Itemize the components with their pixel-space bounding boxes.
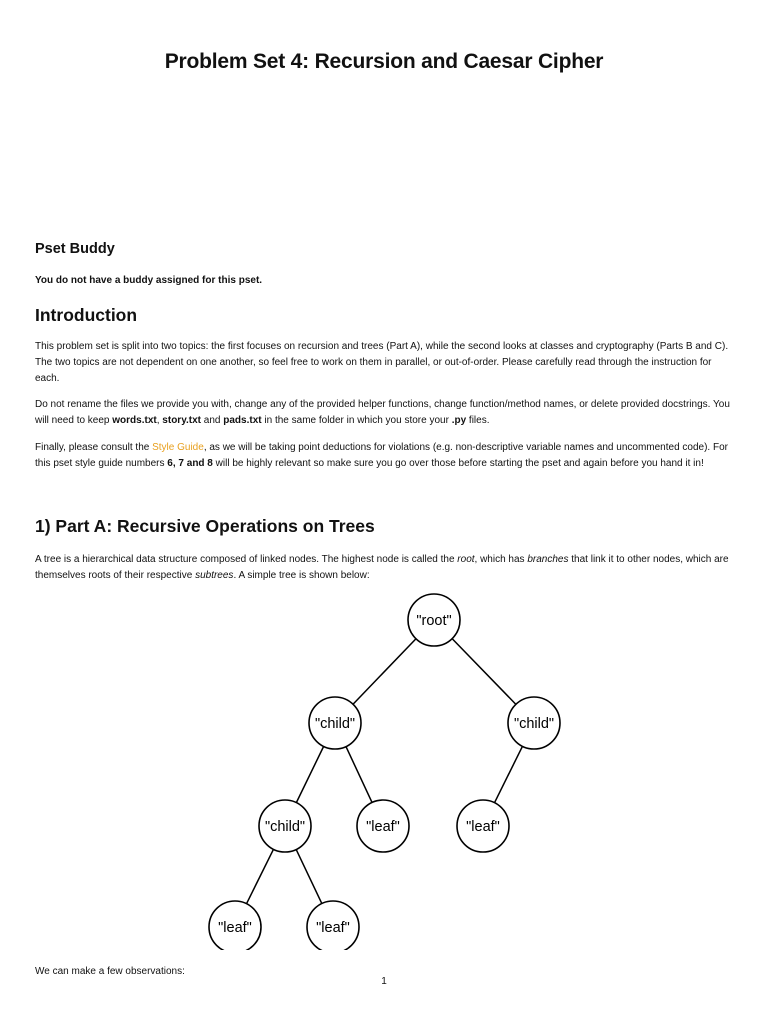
- file-pads-txt: pads.txt: [223, 415, 262, 426]
- tree-edge-root-child_right: [452, 639, 516, 705]
- tree-node-label: "leaf": [218, 920, 252, 936]
- part-a-paragraph: [35, 552, 735, 584]
- intro-p2-sep: ,: [156, 415, 163, 426]
- tree-node-label: "leaf": [466, 819, 500, 835]
- term-branches: branches: [527, 554, 569, 565]
- tree-node-leaf_llr: [307, 901, 359, 950]
- part-a-text-b: , which has: [474, 554, 528, 565]
- style-guide-link[interactable]: Style Guide: [152, 442, 204, 453]
- document-title: Problem Set 4: Recursion and Caesar Cipher: [164, 50, 604, 73]
- style-guide-numbers: 6, 7 and 8: [167, 458, 213, 469]
- tree-node-leaf_lll: [209, 901, 261, 950]
- intro-p3-text-b: , as we will be taking point deductions for violations (e.g. non-descriptive variable names and uncommented code). For this pset style guide numbers: [35, 442, 728, 469]
- part-a-heading: 1) Part A: Recursive Operations on Trees: [35, 516, 375, 536]
- tree-node-label: "child": [264, 819, 306, 835]
- introduction-heading: Introduction: [35, 305, 138, 325]
- intro-p2-text-b: in the same folder in which you store your: [261, 415, 452, 426]
- term-root: root: [457, 554, 475, 565]
- tree-node-label: "child": [513, 716, 555, 732]
- tree-node-leaf_lr: [357, 800, 409, 852]
- observations-text: We can make a few observations:: [35, 966, 185, 977]
- page-number: 1: [381, 976, 387, 987]
- intro-p2-text-a: Do not rename the files we provide you with, change any of the provided helper functions, change function/method names, or delete provided docstrings. You will need to keep: [35, 399, 730, 426]
- intro-p2-text-c: files.: [466, 415, 490, 426]
- tree-node-root: [408, 594, 460, 646]
- intro-p2-and: and: [201, 415, 224, 426]
- part-a-text-d: . A simple tree is shown below:: [233, 570, 370, 581]
- part-a-text-a: A tree is a hierarchical data structure composed of linked nodes. The highest node is called the: [35, 554, 458, 565]
- tree-diagram: [206, 586, 562, 950]
- tree-edge-child_ll-leaf_lll: [247, 849, 274, 903]
- tree-node-leaf_rl: [457, 800, 509, 852]
- pset-buddy-heading: Pset Buddy: [35, 241, 115, 257]
- tree-edge-root-child_left: [353, 639, 416, 705]
- intro-paragraph-2: [35, 397, 735, 429]
- intro-paragraph-3: [35, 440, 735, 472]
- tree-node-label: "root": [416, 613, 452, 629]
- tree-node-label: "child": [314, 716, 356, 732]
- tree-edge-child_right-leaf_rl: [495, 746, 523, 802]
- intro-paragraph-1: This problem set is split into two topics: the first focuses on recursion and trees (Part A), while the second looks at classes and cryptography (Parts B and C). The two topics are not dependent on one another, so feel free to work on them in parallel, or out-of-order. Please carefully read through the instruction for each.: [35, 341, 729, 384]
- tree-edge-child_ll-leaf_llr: [296, 849, 322, 903]
- term-subtrees: subtrees: [195, 570, 234, 581]
- tree-node-label: "leaf": [316, 920, 350, 936]
- tree-node-child_left: [309, 697, 361, 749]
- pset-buddy-message: You do not have a buddy assigned for this pset.: [35, 275, 263, 286]
- tree-edge-child_left-leaf_lr: [346, 747, 372, 803]
- file-story-txt: story.txt: [162, 415, 202, 426]
- intro-p3-text-a: Finally, please consult the: [35, 442, 153, 453]
- file-words-txt: words.txt: [112, 415, 157, 426]
- tree-node-child_right: [508, 697, 560, 749]
- tree-node-child_ll: [259, 800, 311, 852]
- part-a-text-c: that link it to other nodes, which are themselves roots of their respective: [35, 554, 729, 581]
- file-ext-py: .py: [451, 415, 467, 426]
- tree-edge-child_left-child_ll: [296, 746, 323, 802]
- tree-node-label: "leaf": [366, 819, 400, 835]
- intro-p3-text-c: will be highly relevant so make sure you go over those before starting the pset and again before you hand it in!: [212, 458, 704, 469]
